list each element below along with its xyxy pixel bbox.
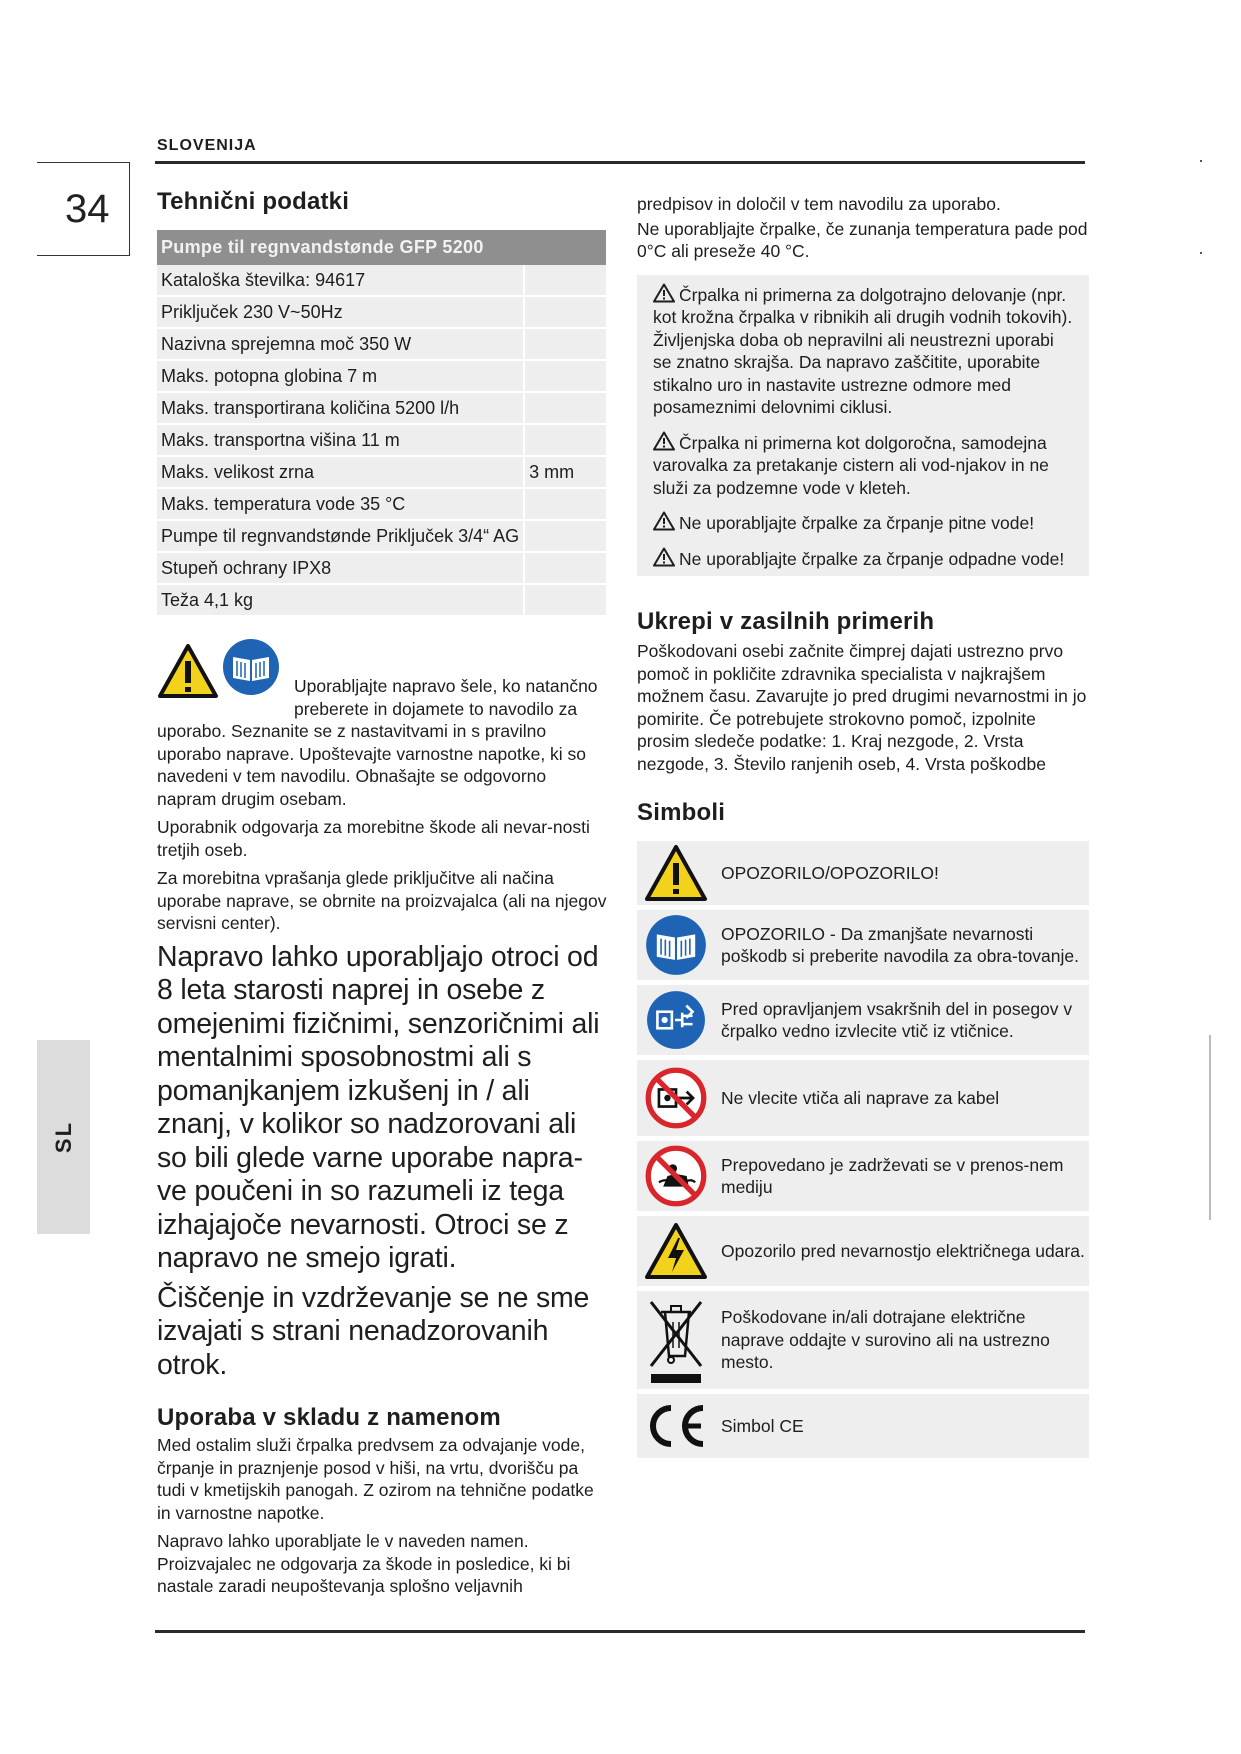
table-row xyxy=(157,520,606,552)
symbol-icon-cell xyxy=(637,1066,715,1130)
intro-block xyxy=(157,639,607,810)
symbol-row xyxy=(637,1291,1089,1389)
spec-value xyxy=(524,360,606,392)
spec-label: Nazivna sprejemna moč 350 W xyxy=(157,328,524,360)
spec-value xyxy=(524,424,606,456)
table-row xyxy=(157,488,606,520)
symbol-text: Ne vlecite vtiča ali naprave za kabel xyxy=(721,1087,1000,1108)
table-row xyxy=(157,552,606,584)
page-number-box xyxy=(37,162,130,256)
tech-spec-table xyxy=(157,230,606,617)
spec-value xyxy=(524,552,606,584)
right-column xyxy=(637,193,1089,1463)
warning-triangle-icon xyxy=(644,844,708,902)
symbol-row xyxy=(637,985,1089,1055)
symbol-icon-cell xyxy=(637,1222,715,1280)
warning-triangle-outline-icon xyxy=(653,283,675,303)
symbol-row xyxy=(637,1060,1089,1136)
no-pull-cable-icon xyxy=(644,1066,708,1130)
spec-value xyxy=(524,328,606,360)
table-row xyxy=(157,265,606,296)
warning-item xyxy=(653,511,1075,535)
tech-data-heading: Tehnični podatki xyxy=(157,188,350,215)
continued-text: predpisov in določil v tem navodilu za uporabo. xyxy=(637,194,1001,214)
table-row xyxy=(157,296,606,328)
spec-label: Maks. velikost zrna xyxy=(157,456,524,488)
spec-label: Pumpe til regnvandstønde Priključek 3/4“ AG xyxy=(157,520,524,552)
scan-dot xyxy=(1200,252,1202,254)
language-side-tab-label: SL xyxy=(50,1120,76,1154)
symbol-row xyxy=(637,1394,1089,1458)
spec-value xyxy=(524,584,606,616)
spec-value xyxy=(524,488,606,520)
symbol-icon-cell xyxy=(637,1144,715,1208)
warning-text: Črpalka ni primerna za dolgotrajno delovanje (npr. kot krožna črpalka v ribnikih ali drugih vodnih tokovih). Življenjska doba ob nepravilni ali neustrezni uporabi se znatno skrajša. Da napravo zaščitite, uporabite stikalno uro in nastavite ustrezne odmore med posameznimi delovnimi ciklusi. xyxy=(653,284,1073,417)
weee-bin-icon xyxy=(643,1294,709,1386)
symbol-text: OPOZORILO - Da zmanjšate nevarnosti poškodb si preberite navodila za obra-tovanje. xyxy=(721,923,1079,966)
language-side-tab xyxy=(37,1040,90,1234)
intended-use-text: Med ostalim služi črpalka predvsem za odvajanje vode, črpanje in praznjenje posod v hiši, na vrtu, dvorišču pa tudi v kmetijskih panogah. Z ozirom na tehnične podatke in varnostne napotke. xyxy=(157,1435,594,1523)
symbol-text: Simbol CE xyxy=(721,1415,804,1436)
warning-panel xyxy=(637,275,1089,577)
intro-icon-group xyxy=(157,639,292,699)
warning-item xyxy=(653,547,1075,571)
children-warning-text: Napravo lahko uporabljajo otroci od 8 leta starosti naprej in osebe z omejenimi fizičnimi, senzoričnimi ali mentalnimi sposobnostmi ali s pomanjkanjem izkušenj in / ali znanj, v kolikor so nadzorovani ali so bili glede varne uporabe napra-ve poučeni in so razumeli iz tega izhajajoče nevarnosti. Otroci se z napravo ne smejo igrati. xyxy=(157,940,600,1274)
spec-value xyxy=(524,265,606,296)
warning-text: Ne uporabljajte črpalke za črpanje pitne vode! xyxy=(679,513,1035,533)
intended-use-heading: Uporaba v skladu z namenom xyxy=(157,1404,501,1431)
symbol-text: Prepovedano je zadrževati se v prenos-nem mediju xyxy=(721,1154,1064,1197)
warning-triangle-icon xyxy=(157,643,219,699)
left-column xyxy=(157,188,607,1598)
warning-triangle-outline-icon xyxy=(653,547,675,567)
spec-value xyxy=(524,520,606,552)
symbol-text: Poškodovane in/ali dotrajane električne naprave oddajte v surovino ali na ustrezno mesto. xyxy=(721,1307,1050,1373)
table-row xyxy=(157,392,606,424)
section-country-label: SLOVENIJA xyxy=(157,137,257,154)
bottom-divider xyxy=(155,1630,1085,1633)
symbol-row xyxy=(637,841,1089,905)
intended-use-text-2: Napravo lahko uporabljate le v naveden namen. Proizvajalec ne odgovarja za škode in posledice, ki bi nastale zaradi neupoštevanja splošno veljavnih xyxy=(157,1531,571,1596)
symbol-text: OPOZORILO/OPOZORILO! xyxy=(721,862,939,883)
spec-label: Maks. transportirana količina 5200 l/h xyxy=(157,392,524,424)
read-manual-icon xyxy=(644,913,708,977)
spec-label: Teža 4,1 kg xyxy=(157,584,524,616)
spec-label: Maks. potopna globina 7 m xyxy=(157,360,524,392)
read-manual-icon xyxy=(221,637,281,697)
table-row xyxy=(157,456,606,488)
ce-mark-icon xyxy=(643,1402,709,1450)
warning-text: Črpalka ni primerna kot dolgoročna, samodejna varovalka za pretakanje cistern ali vod-njakov in ne služi za podzemne vode v kleteh. xyxy=(653,432,1049,498)
table-row xyxy=(157,328,606,360)
spec-label: Maks. transportna višina 11 m xyxy=(157,424,524,456)
spec-value xyxy=(524,392,606,424)
symbol-icon-cell xyxy=(637,1294,715,1386)
symbols-heading: Simboli xyxy=(637,799,726,826)
top-divider xyxy=(155,161,1085,164)
page-number: 34 xyxy=(65,187,110,231)
spec-value xyxy=(524,296,606,328)
spec-table-title: Pumpe til regnvandstønde GFP 5200 xyxy=(157,230,606,265)
spec-value: 3 mm xyxy=(524,456,606,488)
symbol-icon-cell xyxy=(637,1402,715,1450)
user-responsibility-text: Uporabnik odgovarja za morebitne škode ali nevar-nosti tretjih oseb. xyxy=(157,817,590,860)
no-persons-in-water-icon xyxy=(644,1144,708,1208)
symbol-icon-cell xyxy=(637,989,715,1051)
warning-text: Ne uporabljajte črpalke za črpanje odpadne vode! xyxy=(679,548,1065,569)
unplug-icon xyxy=(645,989,707,1051)
spec-label: Kataloška številka: 94617 xyxy=(157,265,524,296)
spec-label: Maks. temperatura vode 35 °C xyxy=(157,488,524,520)
table-row xyxy=(157,424,606,456)
warning-triangle-outline-icon xyxy=(653,511,675,531)
spec-label: Stupeň ochrany IPX8 xyxy=(157,552,524,584)
emergency-heading: Ukrepi v zasilnih primerih xyxy=(637,608,935,635)
warning-triangle-outline-icon xyxy=(653,431,675,451)
symbol-row xyxy=(637,1216,1089,1286)
symbol-text: Opozorilo pred nevarnostjo električnega udara. xyxy=(721,1240,1085,1261)
scan-edge-mark xyxy=(1209,1035,1211,1220)
cleaning-warning-text: Čiščenje in vzdrževanje se ne sme izvajati s strani nenadzorovanih otrok. xyxy=(157,1281,590,1381)
symbol-row xyxy=(637,910,1089,980)
symbol-icon-cell xyxy=(637,844,715,902)
spec-label: Priključek 230 V~50Hz xyxy=(157,296,524,328)
emergency-text: Poškodovani osebi začnite čimprej dajati ustrezno prvo pomoč in pokličite zdravnika specialista v najkrajšem možnem času. Zavarujte jo pred drugimi nevarnostmi in jo pomirite. Če potrebujete strokovno pomoč, izpolnite prosim sledeče podatke: 1. Kraj nezgode, 2. Vrsta nezgode, 3. Število ranjenih oseb, 4. Vrsta poškodbe xyxy=(637,641,1087,774)
symbol-row xyxy=(637,1141,1089,1211)
questions-text: Za morebitna vprašanja glede priključitve ali načina uporabe naprave, se obrnite na proizvajalca (ali na njegov servisni center). xyxy=(157,868,607,933)
warning-item xyxy=(653,431,1075,500)
table-row xyxy=(157,584,606,616)
scan-dot xyxy=(1200,160,1202,162)
table-row xyxy=(157,360,606,392)
symbol-text: Pred opravljanjem vsakršnih del in posegov v črpalko vedno izvlecite vtič iz vtičnice. xyxy=(721,998,1073,1041)
electric-shock-icon xyxy=(644,1222,708,1280)
warning-item xyxy=(653,283,1075,419)
intro-text: Uporabljajte napravo šele, ko natančno preberete in dojamete to navodilo za uporabo. Seznanite se z nastavitvami in s pravilno uporabo naprave. Upoštevajte varnostne napotke, ki so navedeni v tem navodilu. Obnašajte se odgovorno napram drugim osebam. xyxy=(157,676,598,809)
temperature-text: Ne uporabljajte črpalke, če zunanja temperatura pade pod 0°C ali preseže 40 °C. xyxy=(637,218,1088,261)
symbol-icon-cell xyxy=(637,913,715,977)
